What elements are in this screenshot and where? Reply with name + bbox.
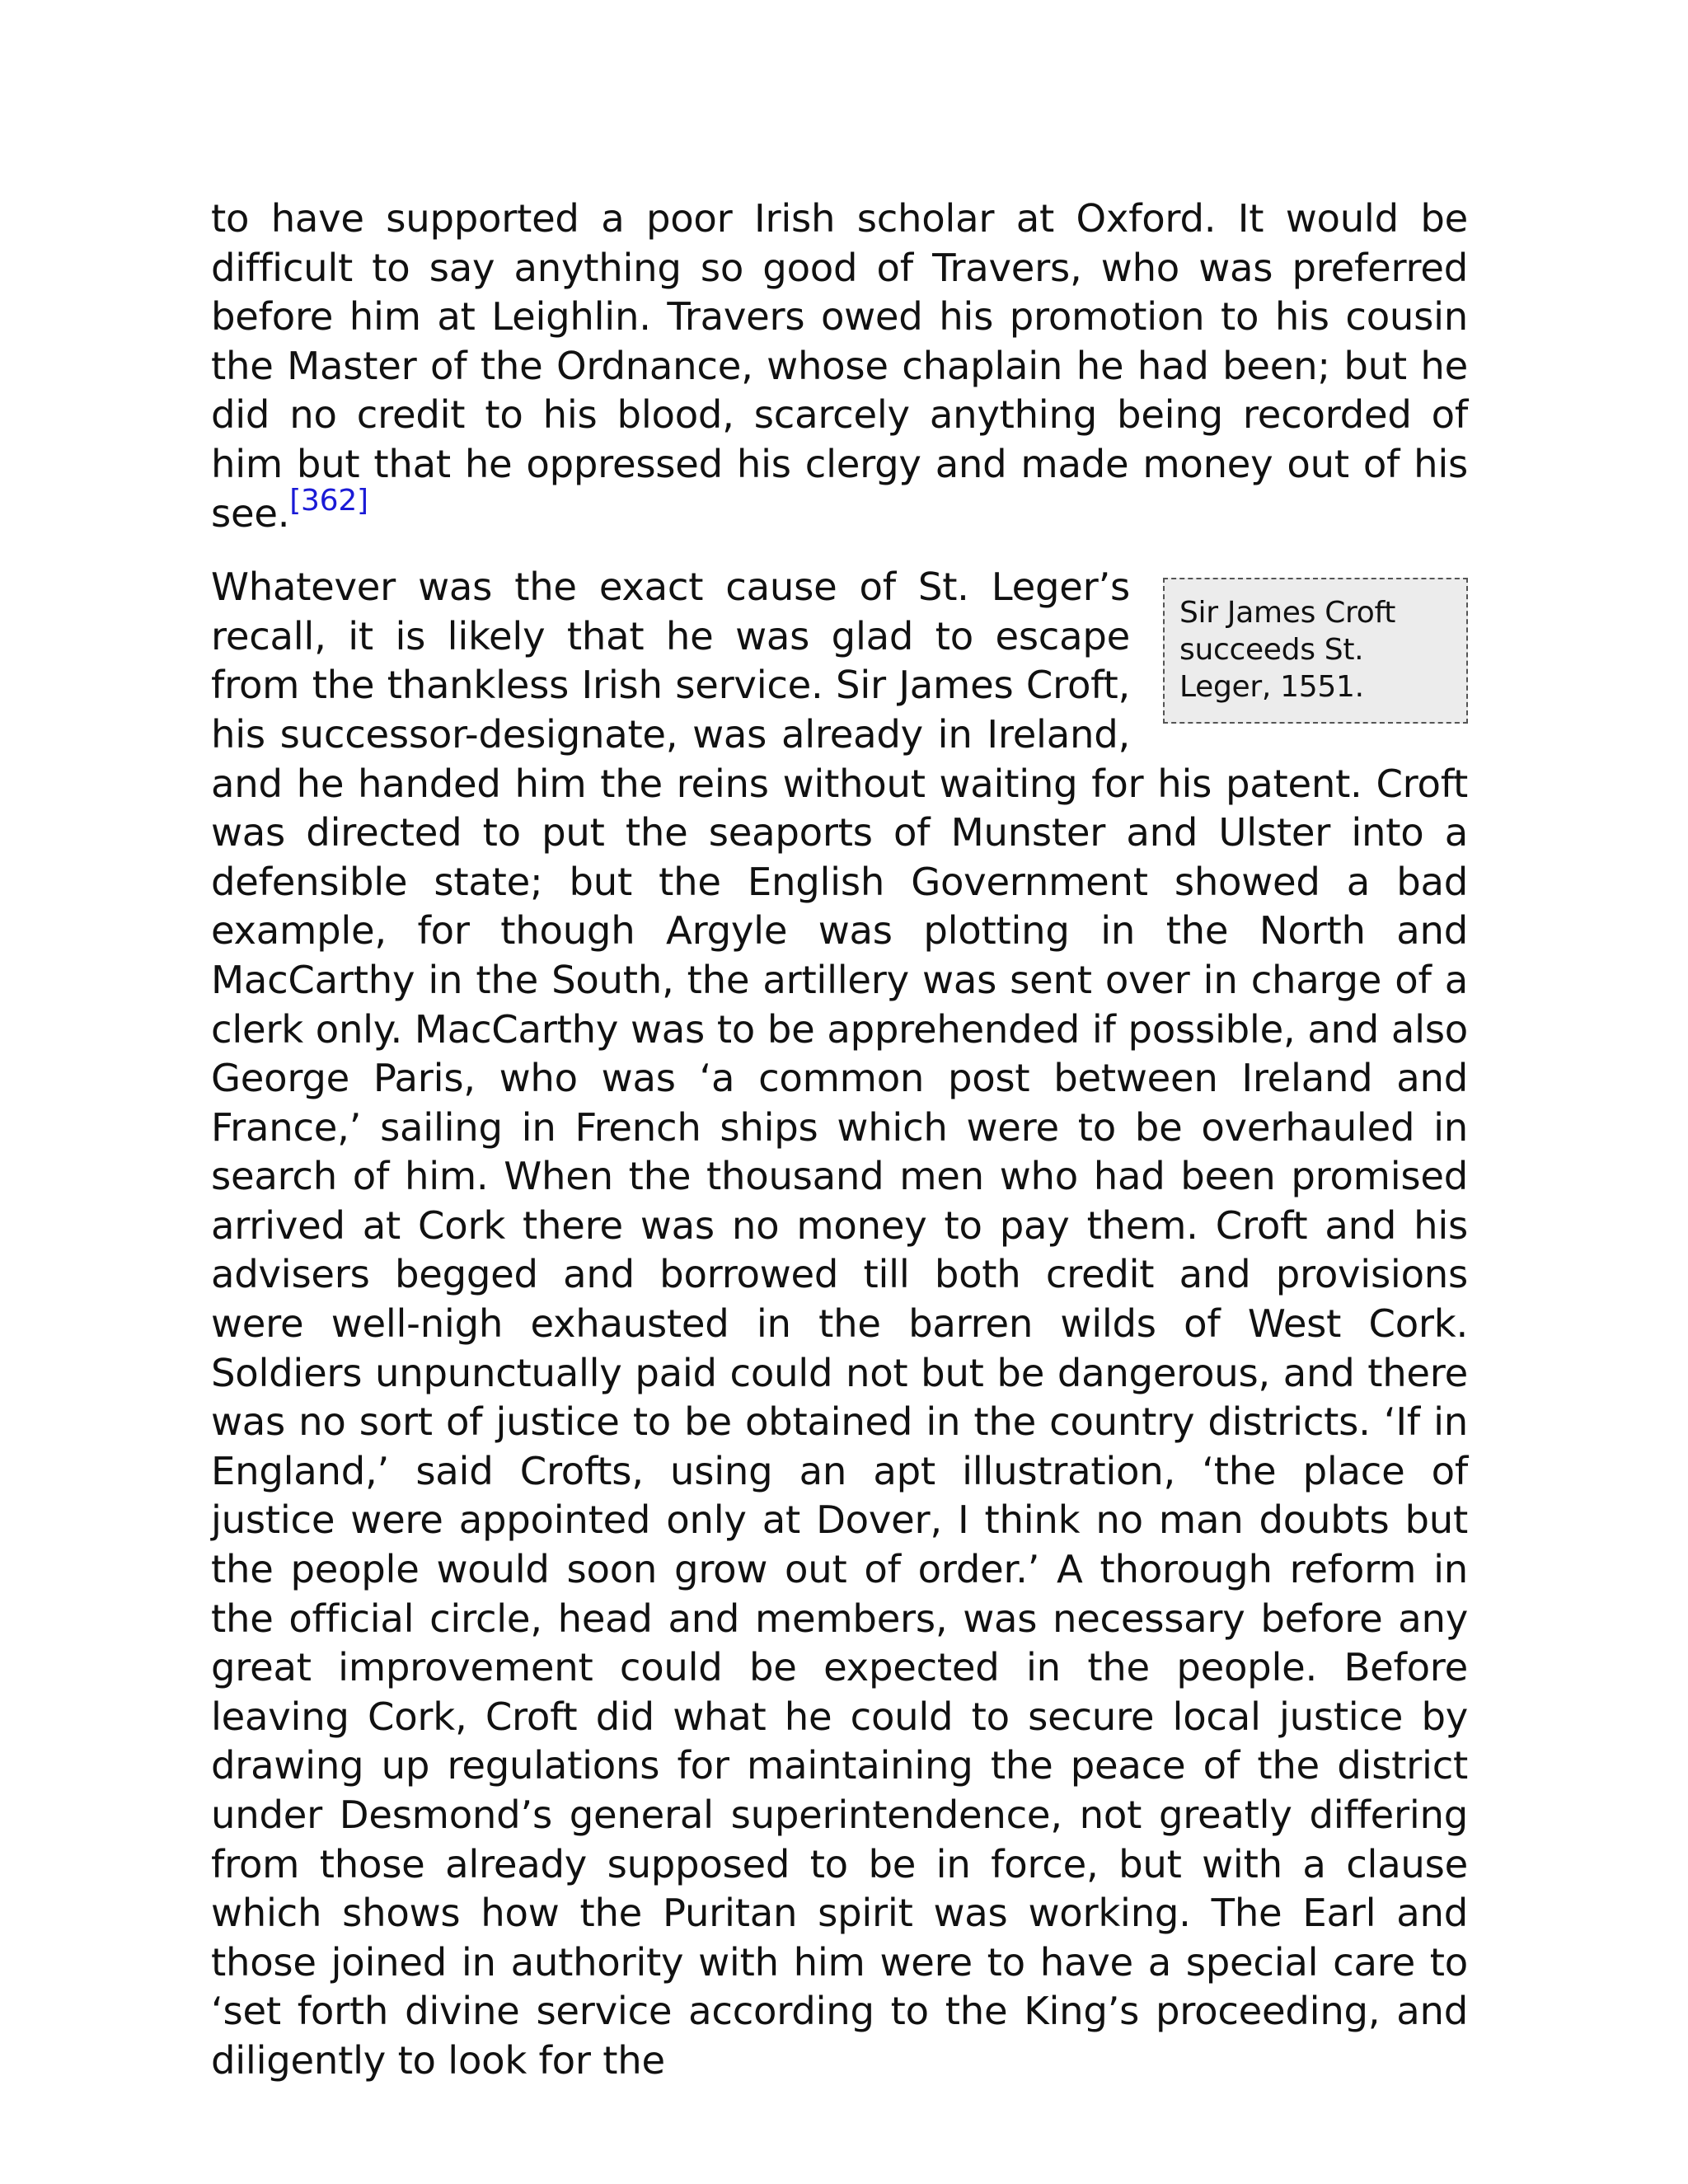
- paragraph-1-text: to have supported a poor Irish scholar at Oxford. It would be difficult to say anything so good of Travers, who was preferred before him at Leighlin. Travers owed his promotion to his cousin the Master of the Ordnance, whose chaplain he had been; but he did no credit to his blood, scarcely anything being recorded of him but that he oppressed his clergy and made money out of his see.: [211, 196, 1468, 536]
- paragraph-1: [211, 194, 1468, 538]
- paragraph-2-text: Whatever was the exact cause of St. Leger’s recall, it is likely that he was glad to escape from the thankless Irish service. Sir James Croft, his successor-designate, was already in Ireland, and he handed him the reins without waiting for his patent. Croft was directed to put the seaports of Munster and Ulster into a defensible state; but the English Government showed a bad example, for though Argyle was plotting in the North and MacCarthy in the South, the artillery was sent over in charge of a clerk only. MacCarthy was to be apprehended if possible, and also George Paris, who was ‘a common post between Ireland and France,’ sailing in French ships which were to be overhauled in search of him. When the thousand men who had been promised arrived at Cork there was no money to pay them. Croft and his advisers begged and borrowed till both credit and provisions were well-nigh exhausted in the barren wilds of West Cork. Soldiers unpunctually paid could not but be dangerous, and there was no sort of justice to be obtained in the country districts. ‘If in England,’ said Crofts, using an apt illustration, ‘the place of justice were appointed only at Dover, I think no man doubts but the people would soon grow out of order.’ A thorough reform in the official circle, head and members, was necessary before any great improvement could be expected in the people. Before leaving Cork, Croft did what he could to secure local justice by drawing up regulations for maintaining the peace of the district under Desmond’s general superintendence, not greatly differing from those already supposed to be in force, but with a clause which shows how the Puritan spirit was working. The Earl and those joined in authority with him were to have a special care to ‘set forth divine service according to the King’s proceeding, and diligently to look for the: [211, 565, 1468, 2083]
- footnote-link-362[interactable]: [362]: [289, 483, 368, 518]
- paragraph-2: [211, 563, 1468, 2085]
- sidenote-croft-succeeds: Sir James Croft succeeds St. Leger, 1551.: [1163, 578, 1468, 724]
- page-body: [211, 194, 1468, 2086]
